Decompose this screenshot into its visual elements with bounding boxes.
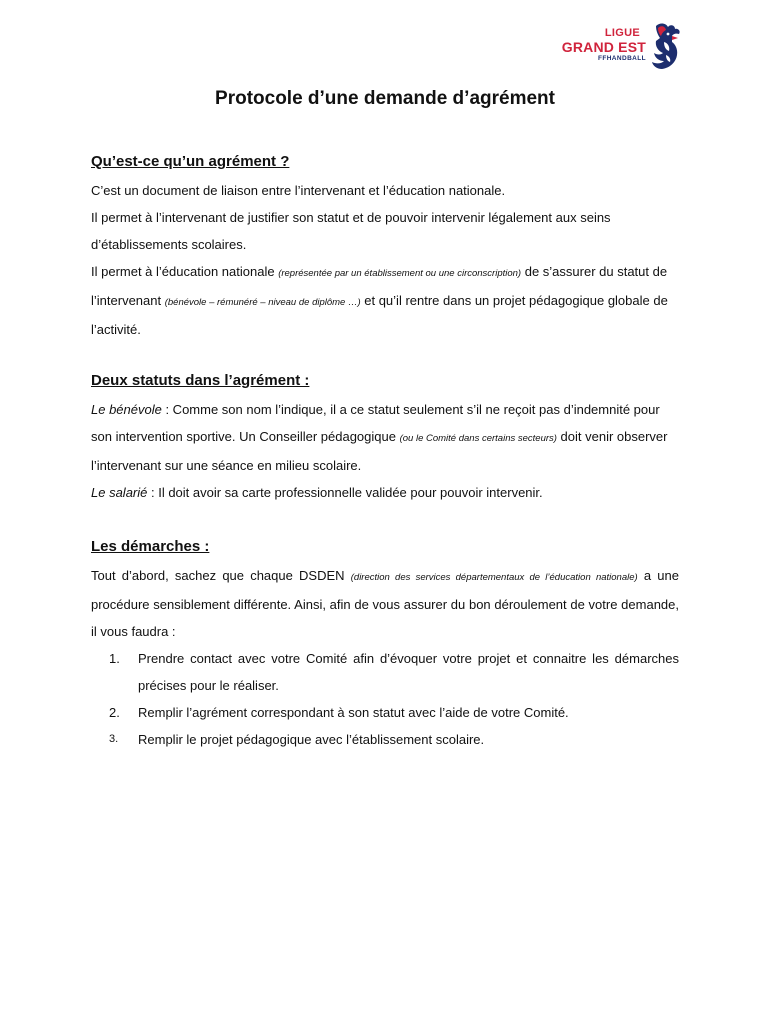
section-body [91, 396, 679, 506]
section-heading: Les démarches : [91, 538, 210, 555]
text-run: doit venir observer l’intervenant sur une séance en milieu scolaire. [91, 429, 668, 473]
paragraph: Il permet à l’intervenant de justifier son statut et de pouvoir intervenir légalement aux seins d’établissements scolaires. [91, 210, 611, 252]
list-item-text: Prendre contact avec votre Comité afin d’évoquer votre projet et connaitre les démarches précises pour le réaliser. [138, 651, 679, 693]
section-what-is-agrement [91, 152, 679, 343]
paragraph-salarie [91, 479, 679, 506]
list-item [91, 699, 679, 726]
list-number: 1. [109, 651, 120, 666]
text-run: : Comme son nom l’indique, il a ce statut seulement s’il ne reçoit pas d’indemnité pour son intervention sportive. Un Conseiller pédagogique [91, 402, 660, 444]
status-label: Le salarié [91, 485, 148, 500]
steps-list [91, 645, 679, 753]
logo-line-ligue: LIGUE [604, 27, 640, 39]
text-run: et qu’il rentre dans un projet pédagogique globale de l’activité. [91, 293, 668, 337]
text-run: Il permet à l’éducation nationale [91, 264, 279, 279]
section-body [91, 562, 679, 753]
list-item-text: Remplir l’agrément correspondant à son statut avec l’aide de votre Comité. [138, 705, 569, 720]
parenthetical-note: (bénévole – rémunéré – niveau de diplôme …) [164, 297, 361, 308]
text-run: de s’assurer du statut de l’intervenant [91, 264, 668, 308]
paragraph-benevole [91, 396, 679, 479]
logo-line-ffhandball: FFHANDBALL [597, 55, 646, 62]
section-body [91, 177, 679, 343]
paragraph: C’est un document de liaison entre l’intervenant et l’éducation nationale. [91, 183, 506, 198]
section-two-statuses [91, 371, 679, 506]
text-run: Tout d’abord, sachez que chaque DSDEN [91, 568, 351, 583]
rooster-icon [642, 22, 682, 70]
section-heading: Deux statuts dans l’agrément : [91, 372, 310, 389]
ligue-grand-est-logo [558, 22, 683, 70]
list-item-text: Remplir le projet pédagogique avec l’établissement scolaire. [138, 732, 485, 747]
text-run: a une procédure sensiblement différente. Ainsi, afin de vous assurer du bon déroulement de votre demande, il vous faudra : [91, 568, 679, 639]
parenthetical-note: (direction des services départementaux de l’éducation nationale) [350, 572, 638, 583]
parenthetical-note: (représentée par un établissement ou une circonscription) [278, 268, 522, 279]
list-number: 2. [109, 705, 120, 720]
section-heading: Qu’est-ce qu’un agrément ? [91, 153, 290, 170]
status-label: Le bénévole [91, 402, 162, 417]
paragraph-intro [91, 562, 679, 645]
section-procedures [91, 537, 679, 753]
list-item [91, 726, 679, 753]
text-run: : Il doit avoir sa carte professionnelle validée pour pouvoir intervenir. [147, 485, 543, 500]
page-title: Protocole d’une demande d’agrément [215, 88, 555, 109]
list-item [91, 645, 679, 699]
list-number: 3. [109, 733, 119, 745]
parenthetical-note: (ou le Comité dans certains secteurs) [399, 433, 557, 444]
logo-wordmark [558, 28, 646, 63]
paragraph [91, 258, 679, 343]
logo-line-grand-est: GRAND EST [561, 39, 646, 55]
